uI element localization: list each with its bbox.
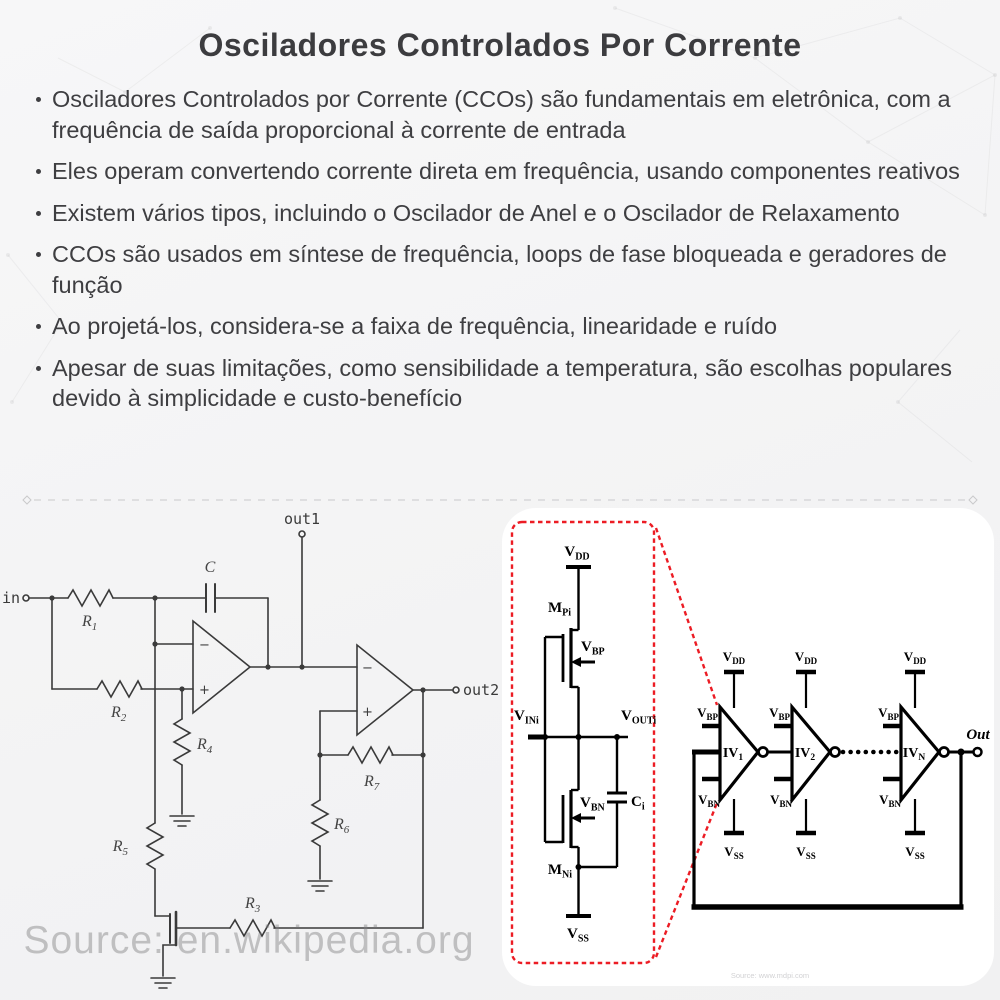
iv1-vbp-label: $V_{BP}$ xyxy=(697,705,718,722)
detail-vss-label: $V_{SS}$ xyxy=(567,926,589,945)
iv1-label: $IV_1$ xyxy=(722,746,744,763)
bullet-text: Existem vários tipos, incluindo o Oscilador de Anel e o Oscilador de Relaxamento xyxy=(52,199,900,226)
ivn-vbp-label: $V_{BP}$ xyxy=(878,705,899,722)
terminal-in-label: in xyxy=(1,589,20,607)
iv2-vbp-label: $V_{BP}$ xyxy=(769,705,790,722)
ivn-label: $IV_N$ xyxy=(902,746,926,763)
iv1-vbn-label: $V_{BN}$ xyxy=(698,792,720,809)
iv2-label: $IV_2$ xyxy=(794,746,816,763)
opamp2-plus-sign: + xyxy=(362,705,373,720)
bullet-marker xyxy=(36,97,41,102)
chain-out-label: Out xyxy=(966,727,990,743)
separator-line xyxy=(23,496,977,504)
page-title: Osciladores Controlados Por Corrente xyxy=(198,27,802,63)
bullet-marker xyxy=(36,252,41,257)
bullet-list xyxy=(0,84,1000,414)
detail-vbn-label: $V_{BN}$ xyxy=(580,795,605,814)
bullet-marker xyxy=(36,211,41,216)
ivn-vbn-label: $V_{BN}$ xyxy=(879,792,901,809)
resistor-label-r4: $R_4$ xyxy=(197,736,213,756)
bullet-item xyxy=(36,156,972,187)
bullet-text: Eles operam convertendo corrente direta em frequência, usando componentes reativos xyxy=(52,158,960,185)
opamp1-plus-sign: + xyxy=(199,683,210,698)
circuit-diagrams xyxy=(0,490,1000,1000)
bullet-marker xyxy=(36,366,41,371)
bullet-marker xyxy=(36,169,41,174)
detail-mni-label: $M_{Ni}$ xyxy=(547,862,572,881)
ivn-vss-label: $V_{SS}$ xyxy=(905,844,925,861)
detail-vbp-label: $V_{BP}$ xyxy=(581,639,605,658)
detail-mpi-label: $M_{Pi}$ xyxy=(547,600,571,619)
iv2-vss-label: $V_{SS}$ xyxy=(796,844,816,861)
resistor-label-r6: $R_6$ xyxy=(334,816,350,836)
opamp1-minus-sign: − xyxy=(199,638,210,653)
bullet-marker xyxy=(36,324,41,329)
detail-vouti-label: $V_{OUTi}$ xyxy=(621,708,657,727)
resistor-label-r2: $R_2$ xyxy=(111,704,127,724)
terminal-out1-label: out1 xyxy=(283,510,321,528)
bullet-item xyxy=(36,84,972,145)
detail-ci-label: $C_i$ xyxy=(631,794,645,813)
bullet-item xyxy=(36,311,972,342)
bullet-text: CCOs são usados em síntese de frequência, loops de fase bloqueada e geradores de função xyxy=(52,241,947,298)
iv1-vss-label: $V_{SS}$ xyxy=(724,844,744,861)
bullet-item xyxy=(36,353,972,414)
detail-vdd-label: $V_{DD}$ xyxy=(564,544,590,563)
terminal-out2-label: out2 xyxy=(463,681,500,699)
bullet-item xyxy=(36,198,972,229)
right-panel-card xyxy=(502,508,994,986)
iv1-vdd-label: $V_{DD}$ xyxy=(722,649,746,666)
resistor-label-r3: $R_3$ xyxy=(245,895,261,915)
mdpi-source-text: Source: www.mdpi.com xyxy=(730,971,810,980)
opamp2-minus-sign: − xyxy=(362,661,373,676)
detail-vini-label: $V_{INi}$ xyxy=(514,708,539,727)
left-circuit-diagram xyxy=(2,510,499,988)
bullet-text: Apesar de suas limitações, como sensibilidade a temperatura, são escolhas populares devido à simplicidade e custo-benefício xyxy=(52,354,953,412)
bullet-item xyxy=(36,239,972,300)
ivn-vdd-label: $V_{DD}$ xyxy=(903,649,927,666)
resistor-label-r7: $R_7$ xyxy=(364,773,380,793)
bullet-text: Ao projetá-los, considera-se a faixa de frequência, linearidade e ruído xyxy=(52,313,778,340)
iv2-vbn-label: $V_{BN}$ xyxy=(770,792,792,809)
iv2-vdd-label: $V_{DD}$ xyxy=(794,649,818,666)
capacitor-label: C xyxy=(204,559,216,576)
bullet-text: Osciladores Controlados por Corrente (CCOs) são fundamentais em eletrônica, com a frequência de saída proporcional à corrente de entrada xyxy=(52,86,951,143)
wikipedia-watermark: Source: en.wikipedia.org xyxy=(23,919,475,962)
resistor-label-r1: $R_1$ xyxy=(82,613,98,633)
resistor-label-r5: $R_5$ xyxy=(112,838,128,858)
